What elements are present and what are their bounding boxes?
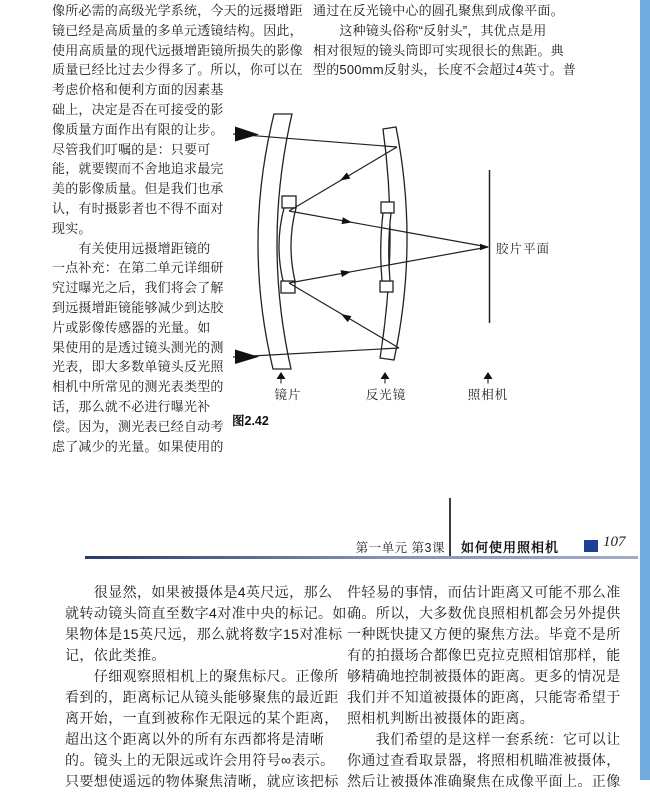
light-ray-enter-top	[233, 134, 397, 147]
secondary-mirror-shape	[279, 208, 296, 281]
text-line: 镜已经是高质量的多单元透镜结构。因此，	[52, 22, 303, 38]
text-line: 相对很短的镜头筒即可实现很长的焦距。典	[313, 42, 564, 58]
text-line: 的。镜头上的无限远或许会用符号∞表示。	[65, 752, 335, 768]
text-line: 看到的，距离标记从镜头能够聚焦的最近距	[65, 689, 339, 705]
text-line: 通过在反光镜中心的圆孔聚焦到成像平面。	[313, 3, 564, 18]
text-line: 片或影像传感器的光量。如	[52, 319, 211, 335]
text-line: 考虑价格和便利方面的因素基	[52, 82, 224, 98]
text-line: 型的500mm反射头，长度不会超过4英寸。普	[313, 62, 576, 78]
text-line: 确。所以，大多数优良照相机都会另外提供	[347, 605, 621, 621]
figure-label-mirror: 反光镜	[365, 388, 407, 402]
figure-label-lens: 镜片	[274, 388, 302, 402]
text-line: 一点补充：在第二单元详细研	[52, 260, 224, 276]
text-line: 像所必需的高级光学系统，今天的远摄增距	[52, 3, 303, 18]
secondary-mirror-cap-top	[282, 196, 296, 208]
text-line: 记，依此类推。	[65, 647, 166, 663]
text-line: 有的拍摄场合都像巴克拉克照相馆那样，能	[347, 647, 621, 663]
top-right-text-column	[313, 1, 576, 80]
text-line: 像质量方面作出有限的让步。	[52, 121, 224, 137]
text-line: 果使用的是透过镜头测光的测	[52, 339, 224, 355]
entry-arrowhead-bottom	[235, 350, 259, 365]
figure-label-camera: 照相机	[467, 388, 509, 402]
text-line: 然后让被摄体准确聚焦在成像平面上。正像	[347, 773, 621, 789]
footer-page-number: 107	[603, 534, 626, 550]
bottom-right-text-column	[347, 582, 621, 792]
figure-label-film-plane: 胶片平面	[496, 242, 551, 256]
footer-chapter-title: 如何使用照相机	[461, 540, 560, 555]
text-line: 质量已经比过去少得多了。所以，你可以在	[52, 62, 303, 78]
text-line: 使用高质量的现代远摄增距镜所损失的影像	[52, 42, 303, 58]
light-ray-enter-bottom	[233, 348, 399, 357]
focus-point-arrowhead	[480, 244, 489, 250]
text-line: 础上，决定是否在可接受的影	[52, 101, 224, 117]
right-edge-blue-band	[640, 0, 650, 780]
text-line: 这种镜头俗称“反射头”，其优点是用	[313, 22, 547, 38]
text-line: 有关使用远摄增距镜的	[52, 240, 211, 256]
text-line: 认，有时摄影者也不得不面对	[52, 200, 224, 216]
text-line: 果物体是15英尺远，那么就将数字15对准标	[65, 626, 343, 642]
text-line: 离开始，一直到被称作无限远的某个距离，	[65, 710, 339, 726]
ray-arrowhead-3	[341, 314, 351, 322]
ray-arrowhead-2	[342, 217, 353, 224]
text-line: 虑了减少的光量。如果使用的	[52, 438, 224, 454]
text-line: 尽管我们叮嘱的是：只要可	[52, 141, 211, 157]
text-line: 只要想使遥远的物体聚焦清晰，就应该把标	[65, 773, 339, 789]
text-line: 超出这个距离以外的所有东西都将是清晰	[65, 731, 325, 747]
text-line: 话，那么就不必进行曝光补	[52, 398, 211, 414]
text-line: 够精确地控制被摄体的距离。更多的情况是	[347, 668, 621, 684]
text-line: 我们并不知道被摄体的距离，只能寄希望于	[347, 689, 621, 705]
text-line: 到远摄增距镜能够减少到达胶	[52, 299, 224, 315]
text-line: 你通过查看取景器，将照相机瞄准被摄体，	[347, 752, 621, 768]
pointer-up-camera-icon	[484, 372, 493, 379]
pointer-up-lens-icon	[277, 372, 286, 379]
text-line: 件轻易的事情，而估计距离又可能不那么准	[347, 584, 621, 600]
text-line: 就转动镜头筒直至数字4对准中央的标记。如	[65, 605, 347, 621]
ray-arrowhead-4	[341, 270, 351, 277]
text-line: 偿。因为，测光表已经自动考	[52, 418, 224, 434]
text-line: 仔细观察照相机上的聚焦标尺。正像所	[65, 668, 339, 684]
footer-accent-square-icon	[584, 540, 598, 552]
text-line: 照相机判断出被摄体的距离。	[347, 710, 535, 726]
footer-divider-line	[449, 498, 451, 558]
text-line: 现实。	[52, 220, 92, 236]
text-line: 能，就要锲而不舍地追求最完	[52, 161, 224, 177]
entry-arrowhead-top	[235, 127, 259, 142]
text-line: 我们希望的是这样一套系统：它可以让	[347, 731, 621, 747]
footer-horizontal-rule	[85, 556, 638, 559]
text-line: 一种既快捷又方便的聚焦方法。毕竟不是所	[347, 626, 621, 642]
text-line: 很显然，如果被摄体是4英尺远，那么	[65, 584, 333, 600]
footer-section-title: 第一单元 第3课	[355, 541, 445, 555]
text-line: 相机中所常见的测光表类型的	[52, 379, 224, 395]
hole-element-cap-bottom	[380, 281, 393, 292]
hole-element-cap-top	[381, 202, 394, 213]
text-line: 美的影像质量。但是我们也承	[52, 181, 224, 197]
ray-arrowhead-1	[340, 173, 350, 181]
figure-caption: 图2.42	[232, 414, 269, 428]
bottom-left-text-column	[65, 582, 347, 792]
pointer-up-mirror-icon	[381, 372, 390, 379]
text-line: 究过曝光之后，我们将会了解	[52, 280, 224, 296]
text-line: 光表，即大多数单镜头反光照	[52, 359, 224, 375]
